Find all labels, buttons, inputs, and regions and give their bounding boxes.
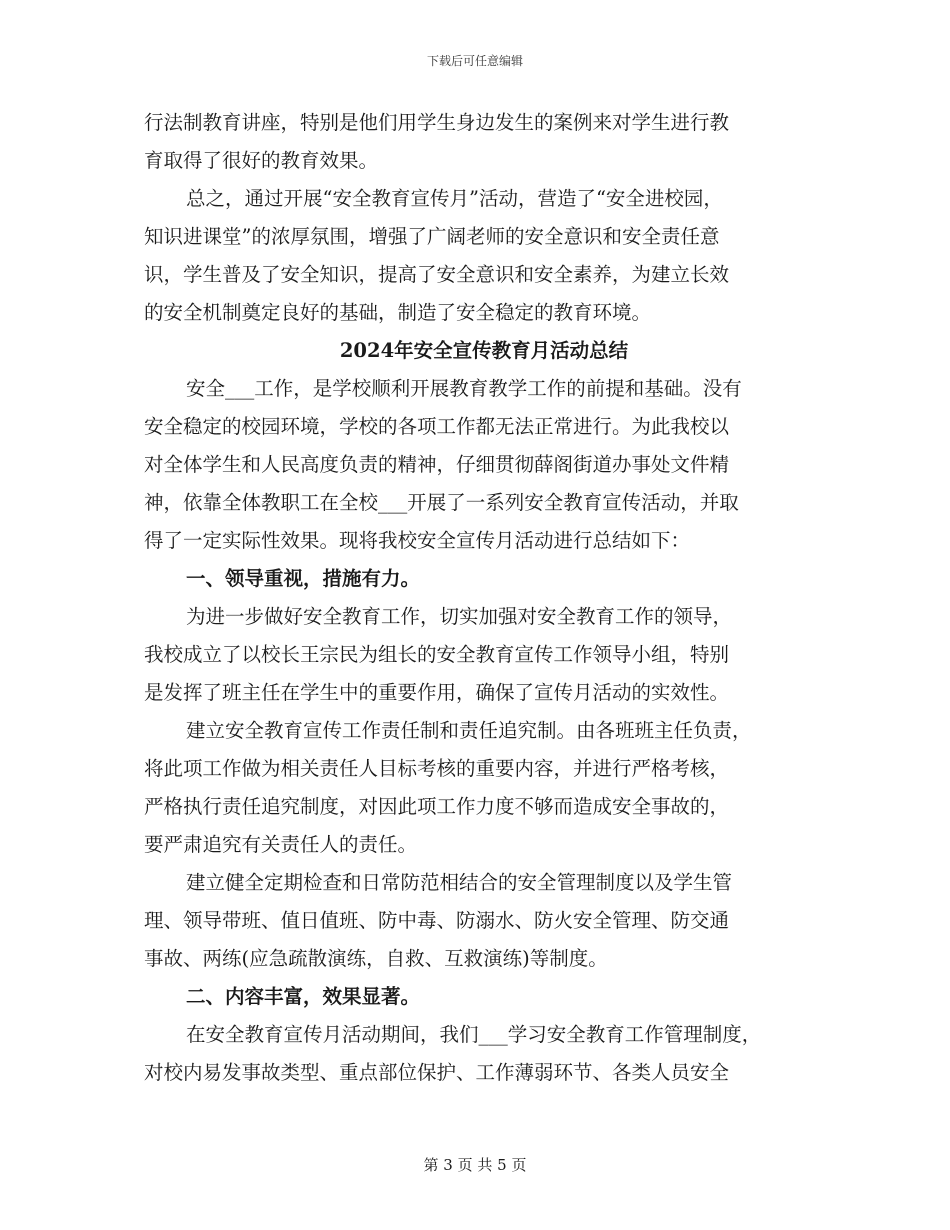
paragraph-line: 安全稳定的校园环境，学校的各项工作都无法正常进行。为此我校以 xyxy=(144,415,730,438)
page-number: 第 3 页 共 5 页 xyxy=(423,1156,527,1174)
paragraph-line: 对校内易发事故类型、重点部位保护、工作薄弱环节、各类人员安全 xyxy=(144,1061,730,1084)
document-body xyxy=(144,104,824,1092)
paragraph-line: 理、领导带班、值日值班、防中毒、防溺水、防火安全管理、防交通 xyxy=(144,909,730,932)
paragraph-line: 是发挥了班主任在学生中的重要作用，确保了宣传月活动的实效性。 xyxy=(144,681,730,704)
paragraph-line: 在安全教育宣传月活动期间，我们___学习安全教育工作管理制度， xyxy=(186,1023,762,1046)
paragraph-line: 总之，通过开展“安全教育宣传月”活动，营造了“安全进校园， xyxy=(186,187,723,210)
paragraph-line: 严格执行责任追究制度，对因此项工作力度不够而造成安全事故的， xyxy=(144,795,730,818)
paragraph-line: 神，依靠全体教职工在全校___开展了一系列安全教育宣传活动，并取 xyxy=(144,491,739,514)
paragraph-line: 安全___工作，是学校顺利开展教育教学工作的前提和基础。没有 xyxy=(186,377,742,400)
heading-content: 二、内容丰富，效果显著。 xyxy=(186,985,421,1008)
page-header: 下载后可任意编辑 xyxy=(426,54,523,68)
paragraph-line: 识，学生普及了安全知识，提高了安全意识和安全素养，为建立长效 xyxy=(144,263,730,286)
paragraph-line: 将此项工作做为相关责任人目标考核的重要内容，并进行严格考核， xyxy=(144,757,730,780)
paragraph-line: 要严肃追究有关责任人的责任。 xyxy=(144,833,418,856)
heading-leadership: 一、领导重视，措施有力。 xyxy=(186,567,421,590)
paragraph-line: 建立安全教育宣传工作责任制和责任追究制。由各班班主任负责， xyxy=(186,719,752,742)
paragraph-line: 知识进课堂”的浓厚氛围，增强了广阔老师的安全意识和安全责任意 xyxy=(144,225,720,248)
paragraph-line: 的安全机制奠定良好的基础，制造了安全稳定的教育环境。 xyxy=(144,301,652,324)
paragraph-line: 为进一步做好安全教育工作，切实加强对安全教育工作的领导， xyxy=(186,605,733,628)
section-title: 2024年安全宣传教育月活动总结 xyxy=(339,339,629,362)
paragraph-line: 对全体学生和人民高度负责的精神，仔细贯彻薛阁街道办事处文件精 xyxy=(144,453,730,476)
paragraph-line: 我校成立了以校长王宗民为组长的安全教育宣传工作领导小组，特别 xyxy=(144,643,730,666)
paragraph-line: 建立健全定期检查和日常防范相结合的安全管理制度以及学生管 xyxy=(186,871,733,894)
paragraph-line: 育取得了很好的教育效果。 xyxy=(144,149,379,172)
paragraph-line: 事故、两练(应急疏散演练，自救、互救演练)等制度。 xyxy=(144,947,608,970)
paragraph-line: 行法制教育讲座，特别是他们用学生身边发生的案例来对学生进行教 xyxy=(144,111,730,134)
paragraph-line: 得了一定实际性效果。现将我校安全宣传月活动进行总结如下： xyxy=(144,529,691,552)
